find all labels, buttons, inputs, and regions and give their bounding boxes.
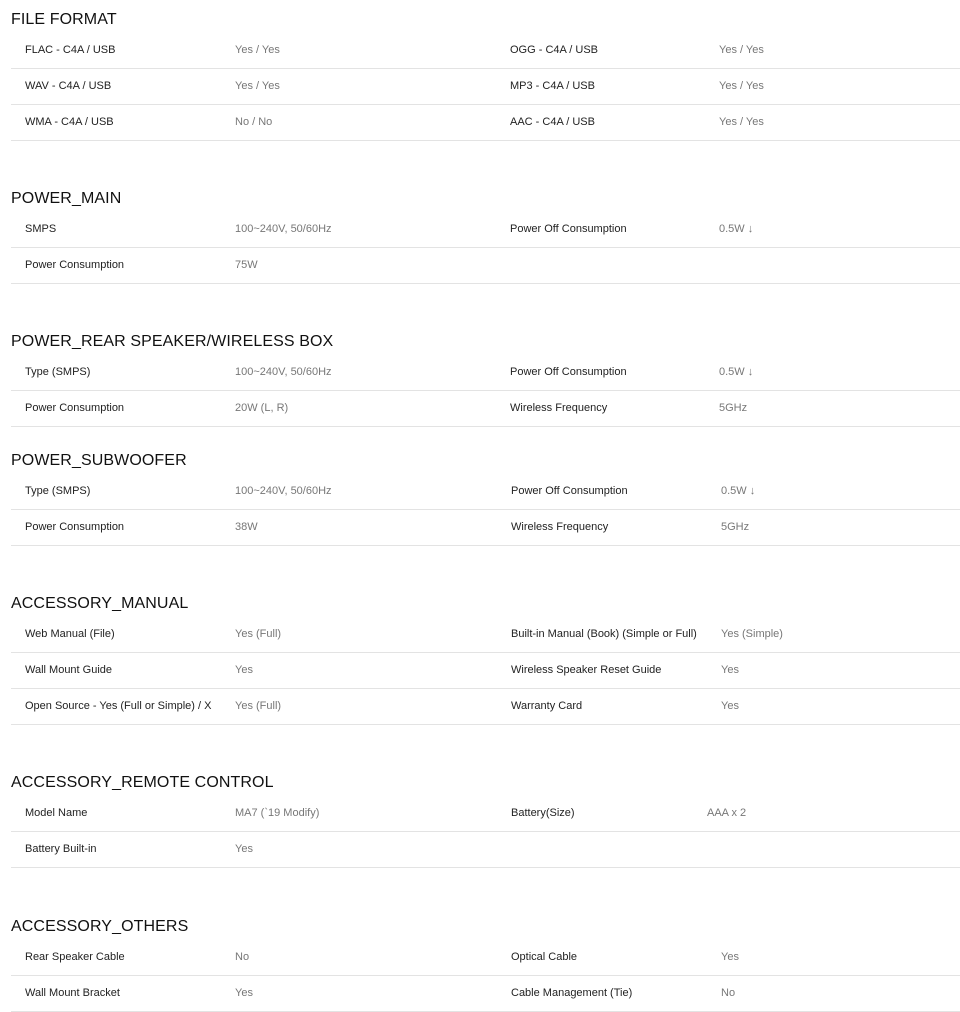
spec-label: Type (SMPS) — [25, 366, 91, 378]
spec-label: Power Off Consumption — [511, 485, 628, 497]
spec-row — [11, 832, 960, 868]
spec-row — [11, 69, 960, 105]
spec-value: 0.5W ↓ — [719, 366, 754, 378]
spec-label: Wall Mount Bracket — [25, 987, 120, 999]
spec-table — [11, 212, 960, 284]
spec-row — [11, 33, 960, 69]
spec-label: Web Manual (File) — [25, 628, 115, 640]
spec-row — [11, 689, 960, 725]
spec-value: AAA x 2 — [707, 807, 747, 819]
spec-label: Wireless Frequency — [510, 402, 608, 414]
spec-table — [11, 33, 960, 141]
spec-label: Type (SMPS) — [25, 485, 91, 497]
spec-value: Yes / Yes — [719, 44, 764, 56]
spec-row — [11, 212, 960, 248]
spec-value: Yes (Simple) — [721, 628, 783, 640]
spec-row — [11, 976, 960, 1012]
spec-label: OGG - C4A / USB — [510, 44, 599, 56]
spec-label: Warranty Card — [511, 700, 583, 712]
spec-value: Yes / Yes — [719, 80, 764, 92]
spec-label: Battery Built-in — [25, 843, 97, 855]
spec-value: 0.5W ↓ — [719, 223, 754, 235]
spec-table — [11, 796, 960, 868]
spec-label: WMA - C4A / USB — [25, 116, 114, 128]
spec-value: Yes (Full) — [235, 628, 282, 640]
spec-label: Built-in Manual (Book) (Simple or Full) — [511, 628, 697, 640]
spec-row — [11, 617, 960, 653]
section-title: ACCESSORY_OTHERS — [11, 918, 189, 935]
spec-label: Cable Management (Tie) — [511, 987, 633, 999]
spec-value: Yes / Yes — [235, 80, 280, 92]
spec-label: Battery(Size) — [511, 807, 575, 819]
section-title: POWER_REAR SPEAKER/WIRELESS BOX — [11, 333, 334, 350]
spec-value: Yes — [721, 664, 739, 676]
spec-value: 5GHz — [721, 521, 750, 533]
spec-label: Open Source - Yes (Full or Simple) / X — [25, 700, 212, 712]
spec-table — [11, 474, 960, 546]
section-title: POWER_SUBWOOFER — [11, 452, 187, 469]
spec-value: Yes / Yes — [235, 44, 280, 56]
section-title: ACCESSORY_REMOTE CONTROL — [11, 774, 274, 791]
spec-row — [11, 510, 960, 546]
spec-value: No / No — [235, 116, 273, 128]
spec-value: 100~240V, 50/60Hz — [235, 366, 332, 378]
spec-label: WAV - C4A / USB — [25, 80, 112, 92]
spec-label: Wireless Speaker Reset Guide — [511, 664, 662, 676]
spec-row — [11, 940, 960, 976]
spec-label: Power Consumption — [25, 402, 125, 414]
spec-label: FLAC - C4A / USB — [25, 44, 116, 56]
spec-label: Power Consumption — [25, 521, 125, 533]
spec-row — [11, 248, 960, 284]
section-title: FILE FORMAT — [11, 11, 117, 28]
spec-value: No — [235, 951, 250, 963]
section-title: ACCESSORY_MANUAL — [11, 595, 189, 612]
spec-table — [11, 355, 960, 427]
spec-value: Yes — [721, 951, 739, 963]
spec-label: Power Off Consumption — [510, 366, 627, 378]
spec-label: Optical Cable — [511, 951, 578, 963]
spec-row — [11, 105, 960, 141]
spec-value: 75W — [235, 259, 258, 271]
spec-label: SMPS — [25, 223, 57, 235]
spec-value: No — [721, 987, 736, 999]
spec-value: Yes — [721, 700, 739, 712]
spec-label: AAC - C4A / USB — [510, 116, 595, 128]
spec-value: 5GHz — [719, 402, 748, 414]
spec-value: Yes / Yes — [719, 116, 764, 128]
spec-label: Power Off Consumption — [510, 223, 627, 235]
spec-label: MP3 - C4A / USB — [510, 80, 595, 92]
spec-row — [11, 355, 960, 391]
spec-row — [11, 796, 960, 832]
spec-value: 100~240V, 50/60Hz — [235, 485, 332, 497]
spec-table — [11, 940, 960, 1012]
spec-value: Yes — [235, 664, 253, 676]
spec-label: Power Consumption — [25, 259, 125, 271]
spec-row — [11, 653, 960, 689]
spec-label: Wall Mount Guide — [25, 664, 113, 676]
spec-label: Model Name — [25, 807, 88, 819]
spec-value: 38W — [235, 521, 258, 533]
spec-value: MA7 (`19 Modify) — [235, 807, 320, 819]
spec-value: 100~240V, 50/60Hz — [235, 223, 332, 235]
spec-row — [11, 391, 960, 427]
spec-value: Yes — [235, 843, 253, 855]
spec-label: Wireless Frequency — [511, 521, 609, 533]
spec-row — [11, 474, 960, 510]
spec-value: 0.5W ↓ — [721, 485, 756, 497]
spec-label: Rear Speaker Cable — [25, 951, 125, 963]
spec-value: 20W (L, R) — [235, 402, 289, 414]
spec-table — [11, 617, 960, 725]
spec-value: Yes — [235, 987, 253, 999]
section-title: POWER_MAIN — [11, 190, 122, 207]
spec-value: Yes (Full) — [235, 700, 282, 712]
